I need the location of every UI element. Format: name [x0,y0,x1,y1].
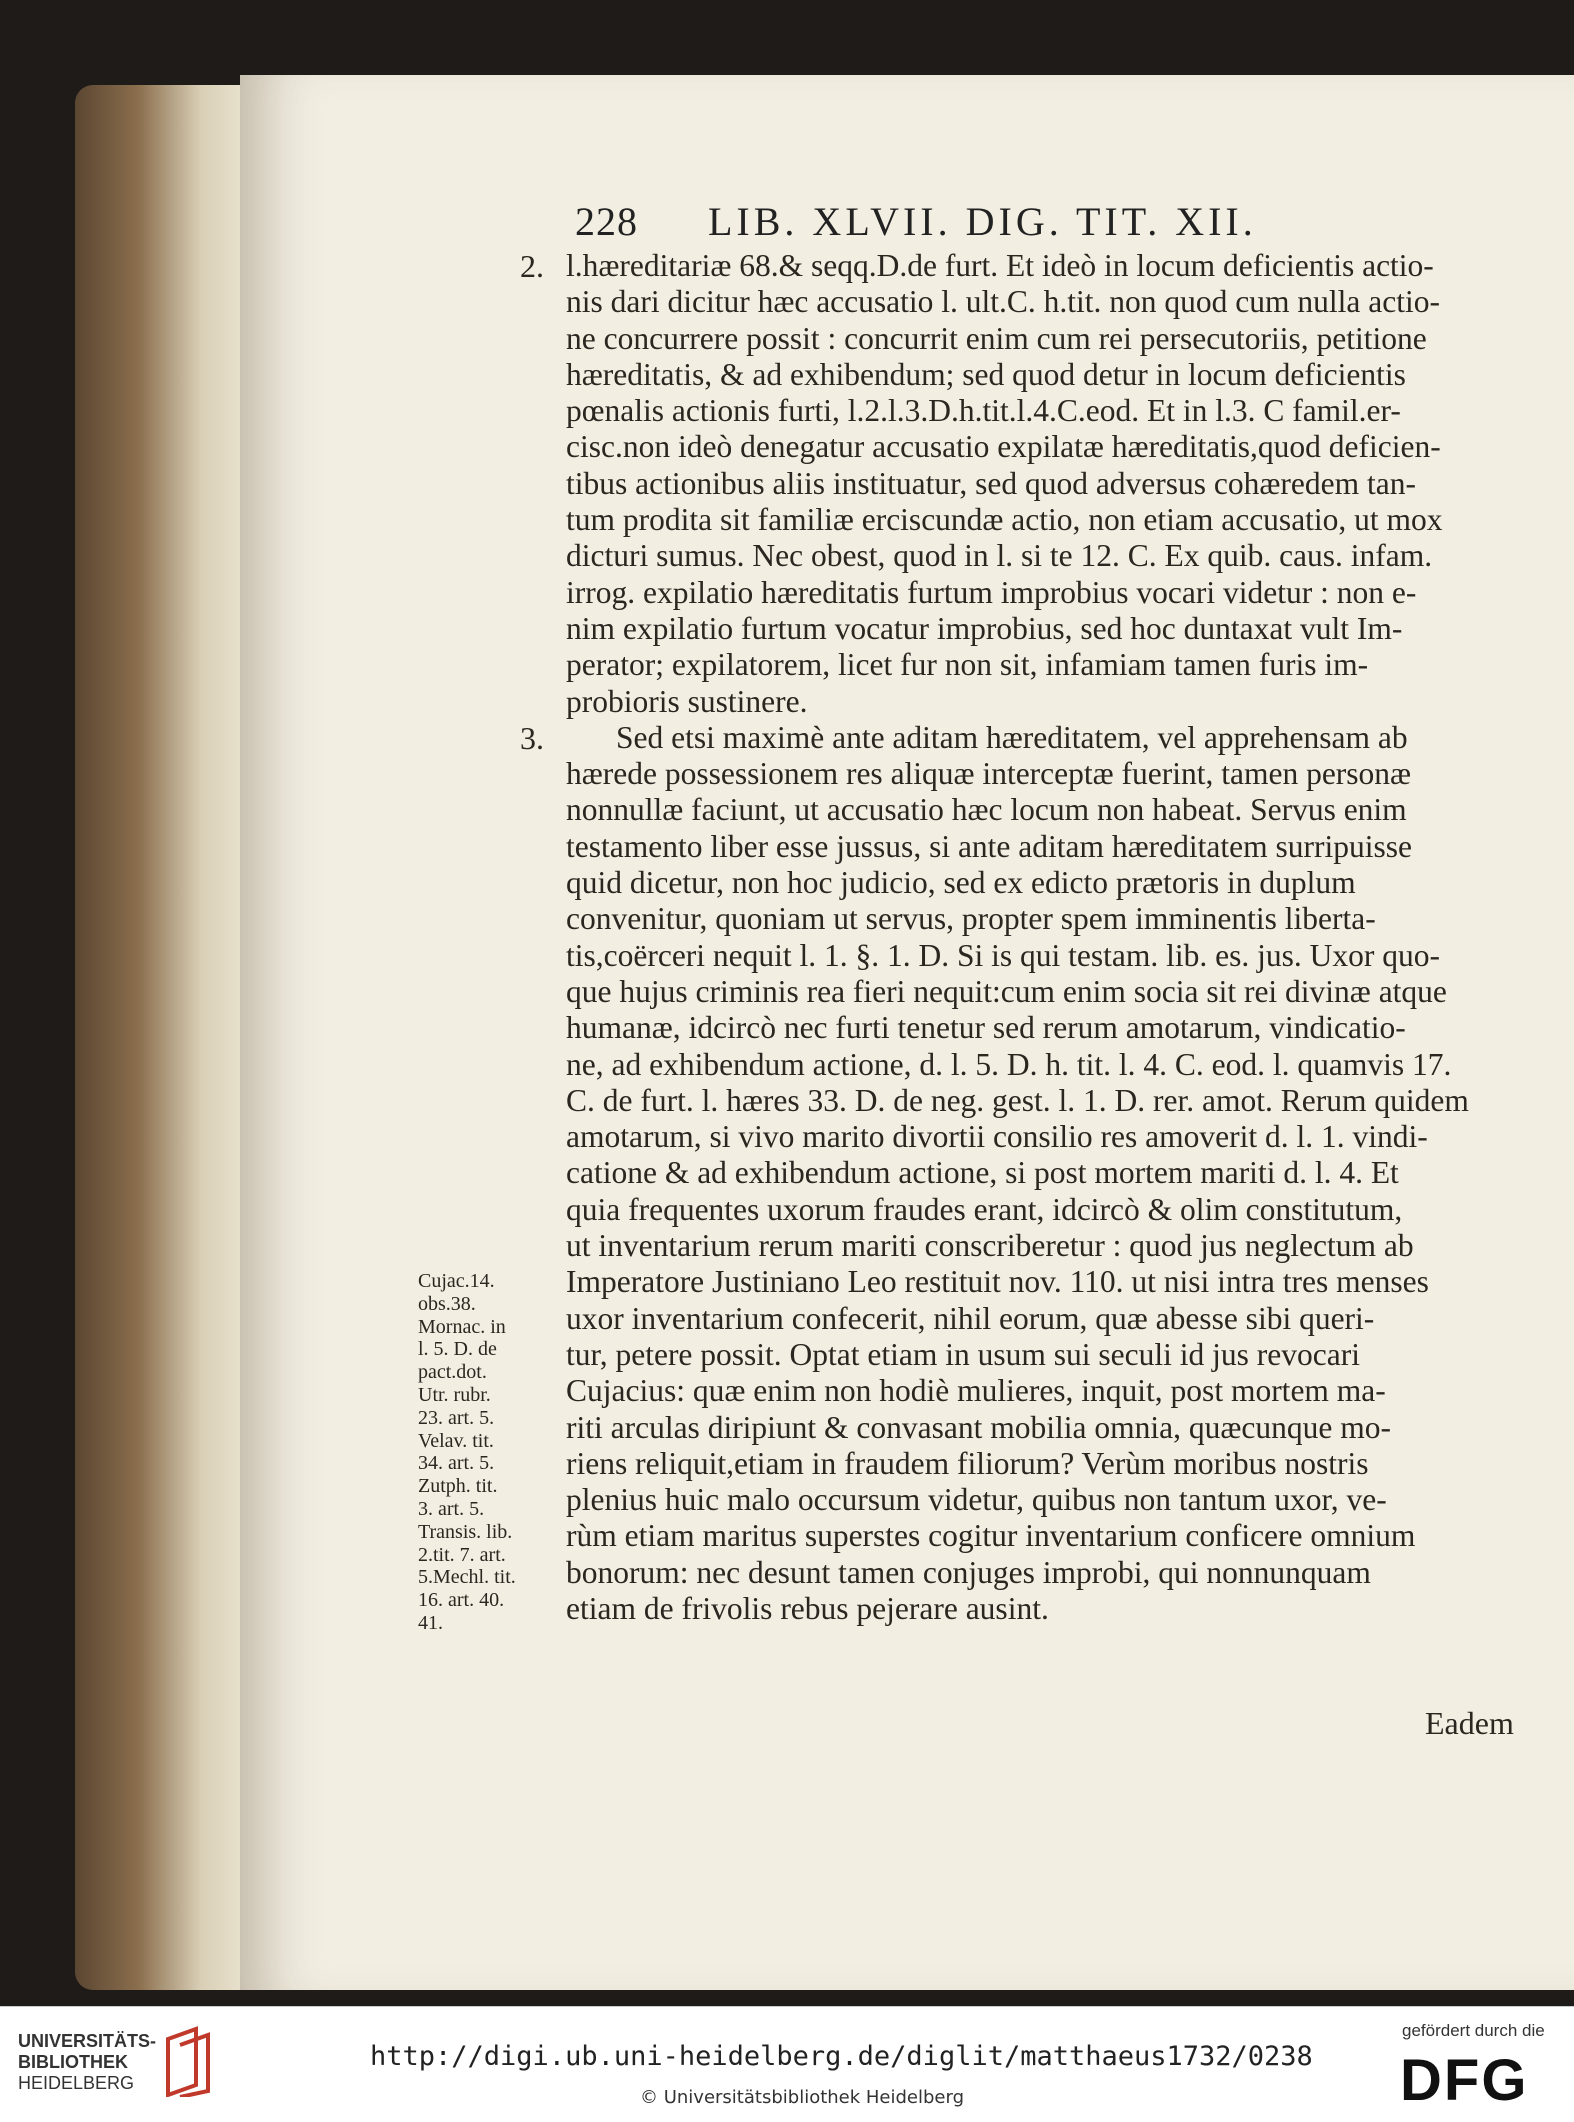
text-line: riti arculas diripiunt & convasant mobilia omnia, quæcunque mo- [566,1409,1391,1445]
text-line: catione & ad exhibendum actione, si post mortem mariti d. l. 4. Et [566,1155,1399,1191]
margin-note-line: 23. art. 5. [418,1406,495,1429]
text-line: irrog. expilatio hæreditatis furtum improbius vocari videtur : non e- [566,574,1417,610]
library-name-line: BIBLIOTHEK [18,2052,128,2072]
text-line: quid dicetur, non hoc judicio, sed ex edicto prætoris in duplum [566,865,1356,901]
text-line: Cujacius: quæ enim non hodiè mulieres, inquit, post mortem ma- [566,1373,1386,1409]
text-line: uxor inventarium confecerit, nihil eorum, quæ abesse sibi queri- [566,1300,1375,1336]
margin-note-line: l. 5. D. de [418,1338,497,1361]
text-line: hæreditatis, & ad exhibendum; sed quod detur in locum deficientis [566,356,1406,392]
text-line: bonorum: nec desunt tamen conjuges improbi, qui nonnunquam [566,1554,1371,1590]
library-logo-text[interactable] [18,2031,156,2094]
section-number: 2. [520,248,544,284]
section-number: 3. [520,720,544,756]
text-line: nonnullæ faciunt, ut accusatio hæc locum non habeat. Servus enim [566,792,1407,828]
text-line: humanæ, idcircò nec furti tenetur sed rerum amotarum, vindicatio- [566,1010,1406,1046]
text-line: testamento liber esse jussus, si ante aditam hæreditatem surripuisse [566,828,1412,864]
text-line: nis dari dicitur hæc accusatio l. ult.C. h.tit. non quod cum nulla actio- [566,284,1440,320]
text-line: cisc.non ideò denegatur accusatio expilatæ hæreditatis,quod deficien- [566,429,1441,465]
text-line: riens reliquit,etiam in fraudem filiorum? Verùm moribus nostris [566,1445,1369,1481]
margin-note-line: 16. art. 40. [418,1589,505,1612]
text-line: ne concurrere possit : concurrit enim cum rei persecutoriis, petitione [566,320,1427,356]
body-text [566,248,1526,1627]
margin-note-line: obs.38. [418,1292,476,1315]
margin-note-line: Zutph. tit. [418,1475,498,1498]
text-line: etiam de frivolis rebus pejerare ausint. [566,1590,1049,1626]
running-header [575,198,1257,245]
margin-note-line: Transis. lib. [418,1520,513,1543]
text-line: amotarum, si vivo marito divortii consilio res amoverit d. l. 1. vindi- [566,1119,1428,1155]
funding-caption: gefördert durch die [1402,2021,1545,2040]
dfg-logo[interactable]: DFG [1400,2048,1529,2113]
text-line: convenitur, quoniam ut servus, propter spem imminentis liberta- [566,901,1376,937]
text-line: rùm etiam maritus superstes cogitur inventarium conficere omnium [566,1518,1416,1554]
permalink-url[interactable]: http://digi.ub.uni-heidelberg.de/diglit/matthaeus1732/0238 [370,2041,1313,2072]
text-line: ne, ad exhibendum actione, d. l. 5. D. h. tit. l. 4. C. eod. l. quamvis 17. [566,1046,1452,1082]
text-line: pœnalis actionis furti, l.2.l.3.D.h.tit.l.4.C.eod. Et in l.3. C famil.er- [566,393,1401,429]
text-line: quia frequentes uxorum fraudes erant, idcircò & olim constitutum, [566,1191,1403,1227]
text-line: que hujus criminis rea fieri nequit:cum enim socia sit rei divinæ atque [566,973,1447,1009]
viewer-footer [0,2006,1574,2122]
margin-note-line: 5.Mechl. tit. [418,1566,516,1589]
margin-note-line: Mornac. in [418,1315,506,1338]
text-line: tum prodita sit familiæ erciscundæ actio, non etiam accusatio, ut mox [566,502,1443,538]
running-title: LIB. XLVII. DIG. TIT. XII. [708,199,1257,244]
margin-notes [418,1270,568,1635]
margin-note-line: pact.dot. [418,1361,487,1384]
margin-note-line: 34. art. 5. [418,1452,495,1475]
text-line: ut inventarium rerum mariti conscriberetur : quod jus neglectum ab [566,1228,1414,1264]
text-line: Sed etsi maximè ante aditam hæreditatem, vel apprehensam ab [616,719,1408,755]
margin-note-line: Utr. rubr. [418,1383,491,1406]
library-name-line: UNIVERSITÄTS- [18,2031,157,2051]
text-line: tur, petere possit. Optat etiam in usum sui seculi id jus revocari [566,1336,1360,1372]
library-logo-icon [160,2025,220,2097]
text-line: perator; expilatorem, licet fur non sit, infamiam tamen furis im- [566,647,1369,683]
text-line: tis,coërceri nequit l. 1. §. 1. D. Si is qui testam. lib. es. jus. Uxor quo- [566,937,1441,973]
page-number: 228 [575,199,638,244]
copyright-notice: © Universitätsbibliothek Heidelberg [640,2087,965,2108]
text-line: probioris sustinere. [566,683,808,719]
text-line: hærede possessionem res aliquæ interceptæ fuerint, tamen personæ [566,756,1412,792]
text-line: l.hæreditariæ 68.& seqq.D.de furt. Et ideò in locum deficientis actio- [566,248,1434,283]
margin-note-line: 41. [418,1611,443,1634]
text-line: dicturi sumus. Nec obest, quod in l. si te 12. C. Ex quib. caus. infam. [566,538,1433,574]
margin-note-line: 3. art. 5. [418,1497,485,1520]
catchword: Eadem [1425,1705,1514,1741]
text-line: tibus actionibus aliis instituatur, sed quod adversus cohæredem tan- [566,465,1416,501]
book-spine-edge [75,85,255,1990]
margin-note-line: Cujac.14. [418,1270,495,1292]
library-name-line: HEIDELBERG [18,2073,135,2093]
text-line: C. de furt. l. hæres 33. D. de neg. gest. l. 1. D. rer. amot. Rerum quidem [566,1082,1469,1118]
text-line: plenius huic malo occursum videtur, quibus non tantum uxor, ve- [566,1482,1387,1518]
text-line: nim expilatio furtum vocatur improbius, sed hoc duntaxat vult Im- [566,610,1403,646]
text-line: Imperatore Justiniano Leo restituit nov. 110. ut nisi intra tres menses [566,1264,1429,1300]
margin-note-line: 2.tit. 7. art. [418,1543,506,1566]
margin-note-line: Velav. tit. [418,1429,494,1452]
